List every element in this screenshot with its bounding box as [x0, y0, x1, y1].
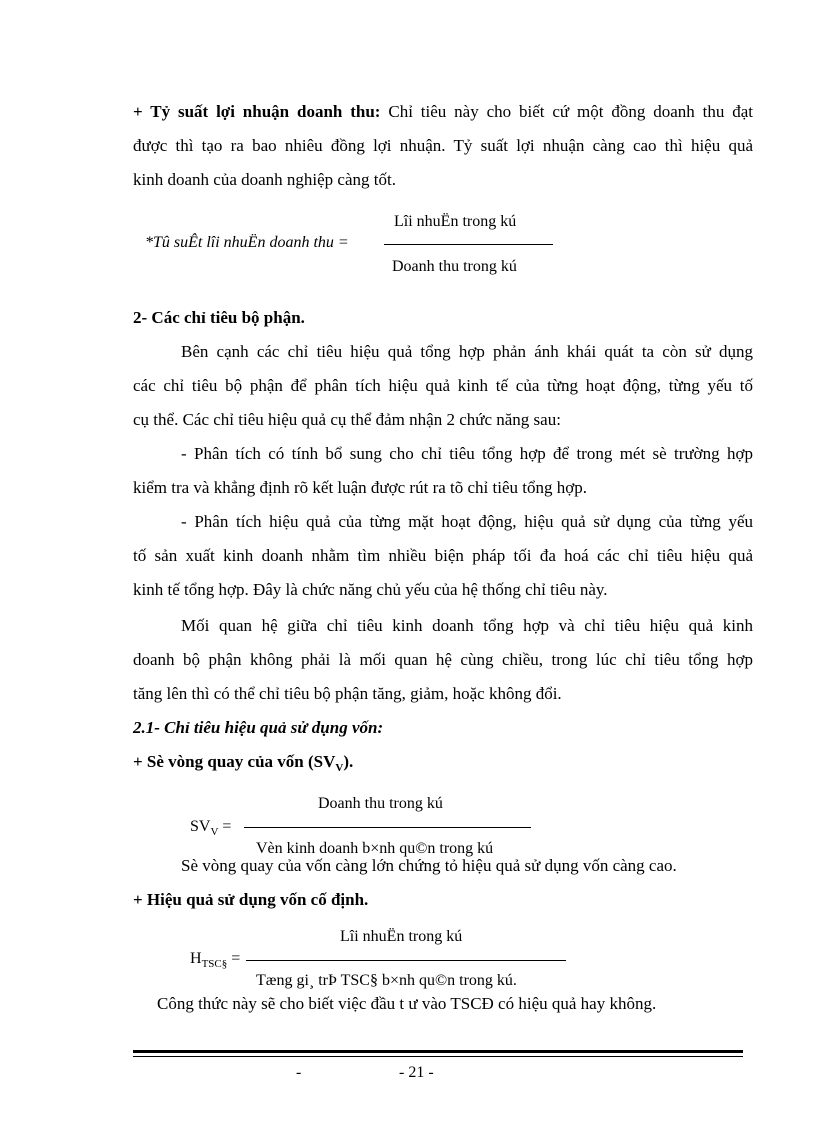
footer-rule-thick [133, 1050, 743, 1053]
capital-turnover-note: Sè vòng quay của vốn càng lớn chứng tỏ hiệu quả sử dụng vốn càng cao. [181, 856, 677, 875]
formula-h-lhs-eq: = [227, 950, 241, 967]
profit-ratio-line-1 [133, 102, 753, 122]
capital-turnover-label-end: ). [343, 752, 354, 771]
profit-ratio-line-2: được thì tạo ra bao nhiêu đồng lợi nhuận. Tỷ suất lợi nhuận càng cao thì hiệu quả [133, 136, 753, 155]
capital-turnover-label-sub: V [335, 762, 344, 774]
section-2-p1-line-2: các chỉ tiêu bộ phận để phân tích hiệu quả kinh tế của từng hoạt động, từng yếu tố [133, 376, 753, 395]
profit-ratio-lead: + Tỷ suất lợi nhuận doanh thu: [133, 102, 381, 121]
section-2-p4-line-2: doanh bộ phận không phải là mối quan hệ cùng chiều, trong lúc chỉ tiêu tổng hợp [133, 650, 753, 669]
section-2-p1-line-1: Bên cạnh các chỉ tiêu hiệu quả tổng hợp phản ánh khái quát ta còn sử dụng [181, 342, 753, 361]
section-2-1-heading: 2.1- Chỉ tiêu hiệu quả sử dụng vốn: [133, 718, 384, 737]
formula-h-lhs-sub: TSC§ [201, 958, 228, 970]
formula-h-lhs [190, 949, 240, 974]
formula-h-denominator: Tæng gi¸ trÞ TSC§ b×nh qu©n trong kú. [256, 972, 517, 989]
section-2-p4-line-1: Mối quan hệ giữa chỉ tiêu kinh doanh tổng hợp và chỉ tiêu hiệu quả kinh [181, 616, 753, 635]
formula-sv-fraction-bar [244, 827, 531, 828]
section-2-p2-line-1: - Phân tích có tính bổ sung cho chỉ tiêu tổng hợp để trong mét sè trường hợp [181, 444, 753, 463]
formula-sv-lhs-eq: = [218, 818, 232, 835]
section-2-p2-line-2: kiểm tra và khẳng định rõ kết luận được rút ra tõ chỉ tiêu tổng hợp. [133, 478, 587, 497]
section-2-p3-line-2: tố sản xuất kinh doanh nhằm tìm nhiều biện pháp tối đa hoá các chỉ tiêu hiệu quả [133, 546, 753, 565]
formula-profit-numerator: Lîi nhuËn trong kú [394, 213, 517, 230]
capital-turnover-label [133, 752, 753, 778]
formula-profit-denominator: Doanh thu trong kú [392, 258, 517, 275]
section-2-heading: 2- Các chỉ tiêu bộ phận. [133, 308, 305, 327]
formula-sv-lhs [190, 817, 231, 842]
formula-sv-lhs-text: SV [190, 818, 211, 835]
capital-turnover-label-text: + Sè vòng quay của vốn (SV [133, 752, 336, 771]
fixed-capital-label: + Hiệu quả sử dụng vốn cố định. [133, 890, 369, 909]
formula-profit-fraction-bar [384, 244, 553, 245]
formula-sv-numerator: Doanh thu trong kú [318, 795, 443, 812]
page-number: - 21 - [399, 1064, 434, 1081]
formula-profit-lhs: *Tû suÊt lîi nhuËn doanh thu = [145, 234, 349, 251]
fixed-capital-note: Công thức này sẽ cho biết việc đầu t ư vào TSCĐ có hiệu quả hay không. [157, 994, 657, 1013]
formula-h-lhs-text: H [190, 950, 202, 967]
section-2-p3-line-3: kinh tế tổng hợp. Đây là chức năng chủ yếu của hệ thống chỉ tiêu này. [133, 580, 608, 599]
profit-ratio-line-3: kinh doanh của doanh nghiệp càng tốt. [133, 170, 396, 189]
formula-sv-lhs-sub: V [210, 826, 219, 838]
formula-h-numerator: Lîi nhuËn trong kú [340, 928, 463, 945]
profit-ratio-lead-rest: Chỉ tiêu này cho biết cứ một đồng doanh thu đạt [380, 102, 753, 121]
section-2-p1-line-3: cụ thể. Các chỉ tiêu hiệu quả cụ thể đảm nhận 2 chức năng sau: [133, 410, 561, 429]
formula-sv-denominator: Vèn kinh doanh b×nh qu©n trong kú [256, 840, 494, 857]
section-2-p3-line-1: - Phân tích hiệu quả của từng mặt hoạt động, hiệu quả sử dụng của từng yếu [181, 512, 753, 531]
footer-rule-thin [133, 1056, 743, 1057]
section-2-p4-line-3: tăng lên thì có thể chỉ tiêu bộ phận tăng, giảm, hoặc không đổi. [133, 684, 562, 703]
formula-h-fraction-bar [246, 960, 566, 961]
footer-dash: - [296, 1064, 302, 1081]
